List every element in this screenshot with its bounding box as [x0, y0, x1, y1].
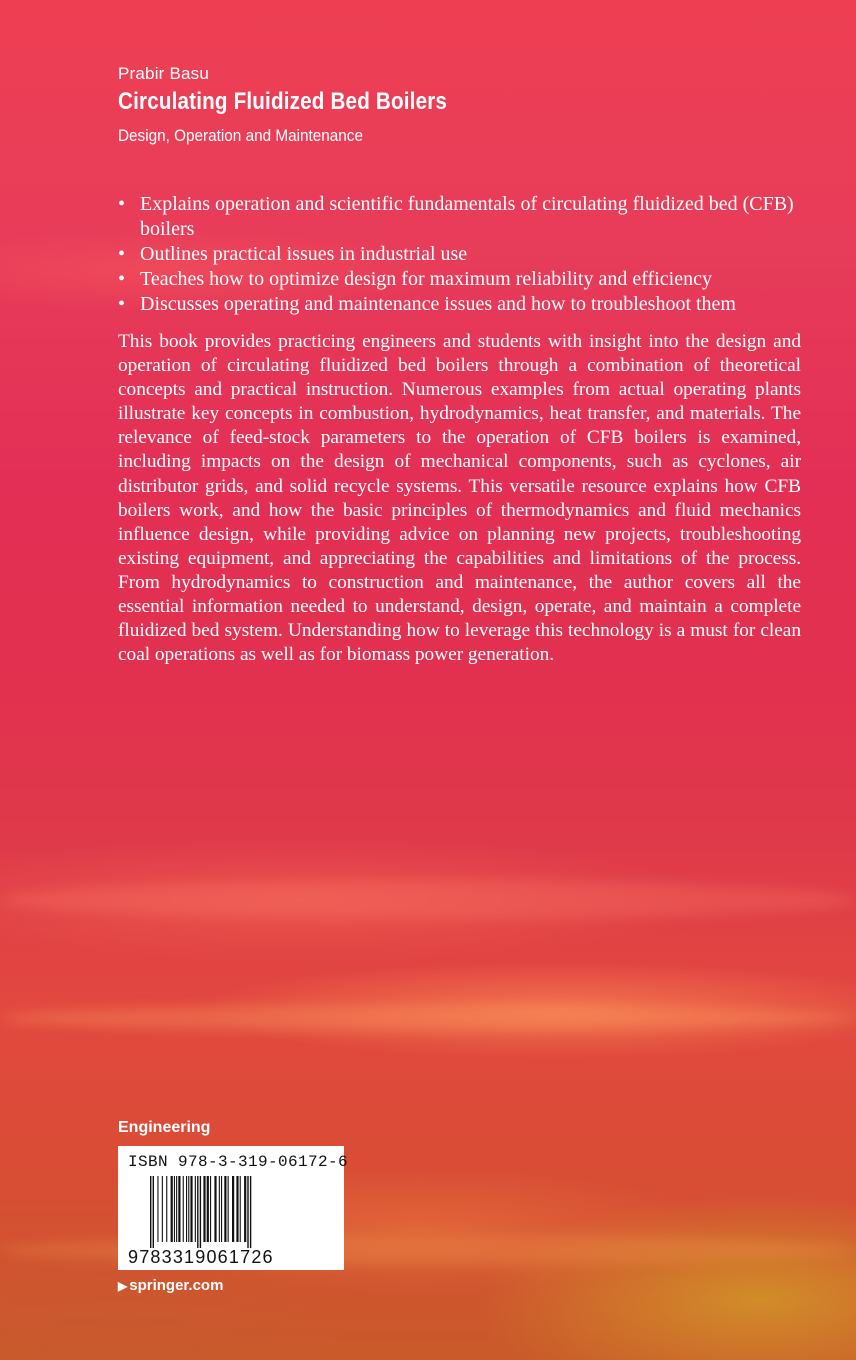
isbn-barcode [118, 1146, 349, 1270]
bullet-dot-icon: • [118, 243, 126, 265]
subject-category: Engineering [118, 1119, 211, 1136]
barcode-bar [157, 1176, 158, 1242]
bullet-dot-icon: • [118, 268, 126, 290]
barcode-bar [183, 1176, 184, 1242]
barcode-bar [162, 1176, 163, 1242]
barcode-bar [210, 1176, 211, 1242]
barcode-digits: 9783319061726 [128, 1247, 274, 1267]
barcode-bar [207, 1176, 209, 1242]
arrow-right-icon: ▶ [118, 1279, 128, 1293]
feature-text: Explains operation and scientific fundamentals of circulating fluidized bed (CFB) boilers [140, 193, 794, 240]
feature-item [118, 292, 798, 317]
barcode-bar [203, 1176, 205, 1242]
feature-list [118, 192, 798, 317]
publisher-link[interactable] [118, 1277, 223, 1294]
barcode-bar [224, 1176, 226, 1242]
barcode-bar [214, 1176, 216, 1242]
barcode-bar [174, 1176, 175, 1242]
bullet-dot-icon: • [118, 293, 126, 315]
barcode-bar [190, 1176, 192, 1242]
barcode-bar [195, 1176, 196, 1242]
feature-item [118, 242, 798, 267]
barcode-bar [228, 1176, 229, 1242]
barcode-bar [200, 1176, 201, 1248]
barcode-bar [171, 1176, 173, 1242]
book-subtitle: Design, Operation and Maintenance [118, 126, 363, 145]
barcode-bar [250, 1176, 251, 1248]
barcode-bar [150, 1176, 151, 1248]
background-streak [0, 1005, 856, 1031]
book-title: Circulating Fluidized Bed Boilers [118, 88, 448, 115]
barcode-bar [221, 1176, 222, 1242]
barcode-bar [247, 1176, 248, 1248]
feature-item [118, 267, 798, 292]
barcode-bar [176, 1176, 177, 1242]
barcode-bar [153, 1176, 154, 1248]
feature-text: Discusses operating and maintenance issues and how to troubleshoot them [140, 293, 736, 315]
barcode-bar [244, 1176, 246, 1242]
barcode-bar [188, 1176, 189, 1242]
book-description: This book provides practicing engineers and students with insight into the design and operation of circulating fluidized bed boilers through a combination of theoretical concepts and practical instruction. Numerous examples from actual operating plants illustrate key concepts in combustion, hydrodynamics, heat transfer, and materials. The relevance of feed-stock parameters to the operation of CFB boilers is examined, including impacts on the design of mechanical components, such as cyclones, air distributor grids, and solid recycle systems. This versatile resource explains how CFB boilers work, and how the basic principles of thermodynamics and fluid mechanics influence design, while providing advice on planning new projects, troubleshooting existing equipment, and appreciating the capabilities and limitations of the process. From hydrodynamics to construction and maintenance, the author covers all the essential information needed to understand, design, operate, and maintain a complete fluidized bed system. Understanding how to leverage this technology is a must for clean coal operations as well as for biomass power generation. [118, 331, 801, 666]
barcode-bar [240, 1176, 241, 1242]
barcode-bar [186, 1176, 187, 1242]
feature-item [118, 192, 798, 242]
bullet-dot-icon: • [118, 193, 126, 215]
barcode-bar [166, 1176, 167, 1242]
feature-text: Outlines practical issues in industrial use [140, 243, 468, 265]
isbn-label: ISBN 978-3-319-06172-6 [128, 1153, 349, 1171]
author-name: Prabir Basu [118, 64, 210, 83]
barcode-bar [236, 1176, 238, 1242]
barcode-bar [197, 1176, 198, 1248]
publisher-site: springer.com [129, 1277, 224, 1294]
barcode-bar [219, 1176, 220, 1242]
barcode-bars [150, 1176, 338, 1248]
feature-text: Teaches how to optimize design for maximum reliability and efficiency [140, 268, 712, 290]
background-streak [0, 880, 856, 920]
barcode-bar [232, 1176, 234, 1242]
barcode-bar [178, 1176, 180, 1242]
